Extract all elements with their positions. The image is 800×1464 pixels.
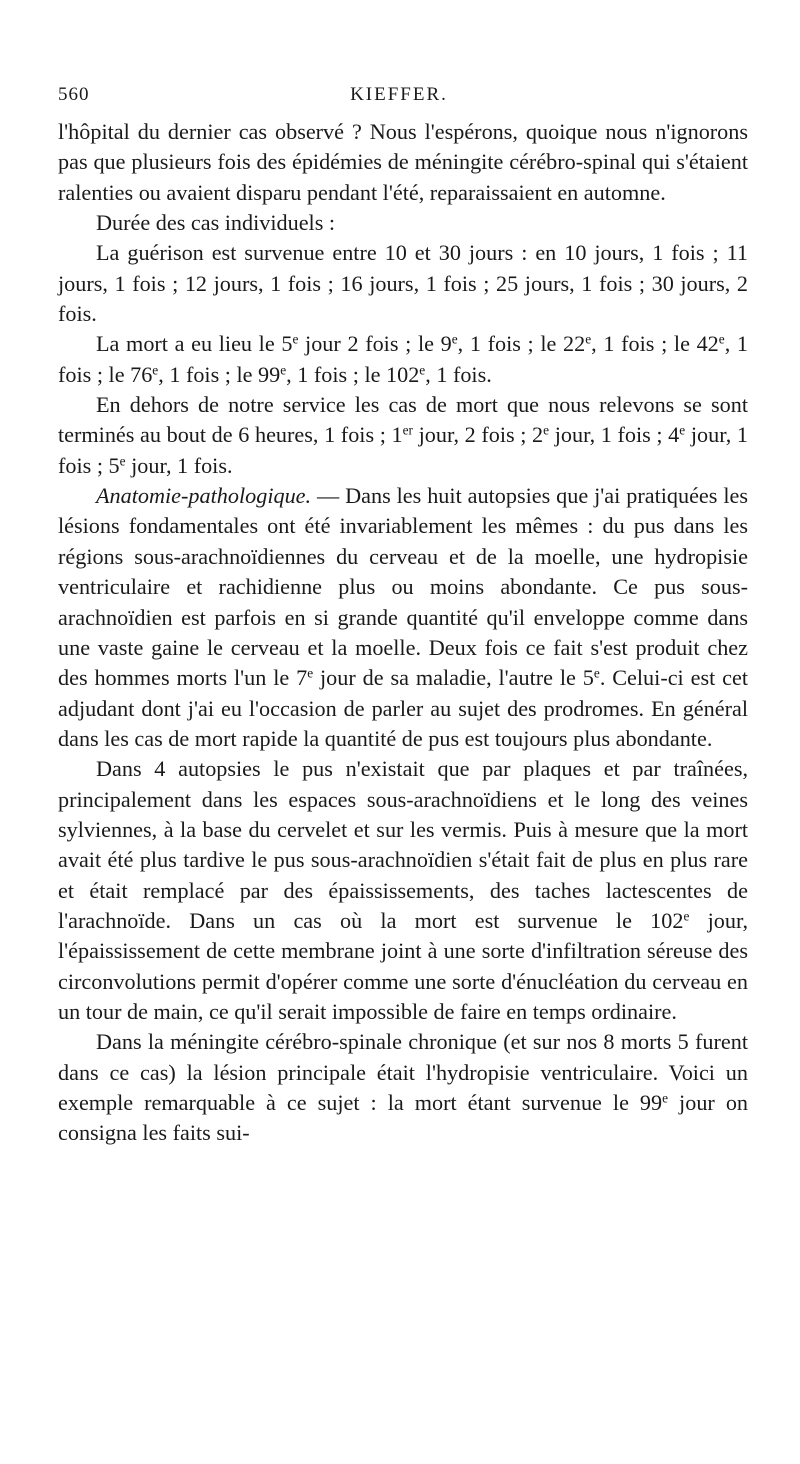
paragraph-chronic: Dans la méningite cérébro-spinale chronique (et sur nos 8 morts 5 furent dans ce cas) la lésion principale était l'hydropisie ventriculaire. Voici un exemple remarquable à ce sujet : la mort étant survenue le 99e jour on consigna les faits sui- <box>58 1029 749 1146</box>
paragraph-anatomy: Anatomie-pathologique. — Dans les huit autopsies que j'ai pratiquées les lésions fondamentales ont été invariablement les mêmes : du pus dans les régions sous-arachnoïdiennes du cerveau et de la moelle, une hydropisie ventriculaire et rachidienne plus ou moins abondante. Ce pus sous-arachnoïdien est parfois en si grande quantité qu'il enveloppe comme dans une vaste gaine le cerveau et la moelle. Deux fois ce fait s'est produit chez des hommes morts l'un le 7e jour de sa maladie, l'autre le 5e. Celui-ci est cet adjudant dont j'ai eu l'occasion de parler au sujet des prodromes. En général dans les cas de mort rapide la quantité de pus est toujours plus abondante. <box>58 483 748 751</box>
section-heading-anatomy: Anatomie-pathologique. <box>96 483 312 509</box>
paragraph-duration-heading: Durée des cas individuels : <box>96 210 336 236</box>
running-head: KIEFFER. <box>350 84 448 105</box>
paragraph-continuation: l'hôpital du dernier cas observé ? Nous l'espérons, quoique nous n'ignorons pas que plusieurs fois des épidémies de méningite cérébro-spinal qui s'étaient ralenties ou avaient disparu pendant l'été, reparaissaient en automne. <box>58 119 748 205</box>
page-number: 560 <box>58 84 90 105</box>
paragraph-recovery: La guérison est survenue entre 10 et 30 jours : en 10 jours, 1 fois ; 11 jours, 1 fois ; 12 jours, 1 fois ; 16 jours, 1 fois ; 25 jours, 1 fois ; 30 jours, 2 fois. <box>58 240 748 327</box>
page-body <box>58 117 748 1149</box>
paragraph-deaths: La mort a eu lieu le 5e jour 2 fois ; le 9e, 1 fois ; le 22e, 1 fois ; le 42e, 1 fois ; le 76e, 1 fois ; le 99e, 1 fois ; le 102e, 1 fois. <box>58 331 748 387</box>
page-header <box>58 84 740 108</box>
paragraph-autopsies: Dans 4 autopsies le pus n'existait que par plaques et par traînées, principalement dans les espaces sous-arachnoïdiens et le long des veines sylviennes, à la base du cervelet et sur les vermis. Puis à mesure que la mort avait été plus tardive le pus sous-arachnoïdien s'était fait de plus en plus rare et était remplacé par des épaississements, des taches lactescentes de l'arachnoïde. Dans un cas où la mort est survenue le 102e jour, l'épaississement de cette membrane joint à une sorte d'infiltration séreuse des circonvolutions permit d'opérer comme une sorte d'énucléation du cerveau en un tour de main, ce qu'il serait impossible de faire en temps ordinaire. <box>58 756 748 1024</box>
paragraph-outside-service: En dehors de notre service les cas de mort que nous relevons se sont terminés au bout de 6 heures, 1 fois ; 1er jour, 2 fois ; 2e jour, 1 fois ; 4e jour, 1 fois ; 5e jour, 1 fois. <box>58 392 748 478</box>
